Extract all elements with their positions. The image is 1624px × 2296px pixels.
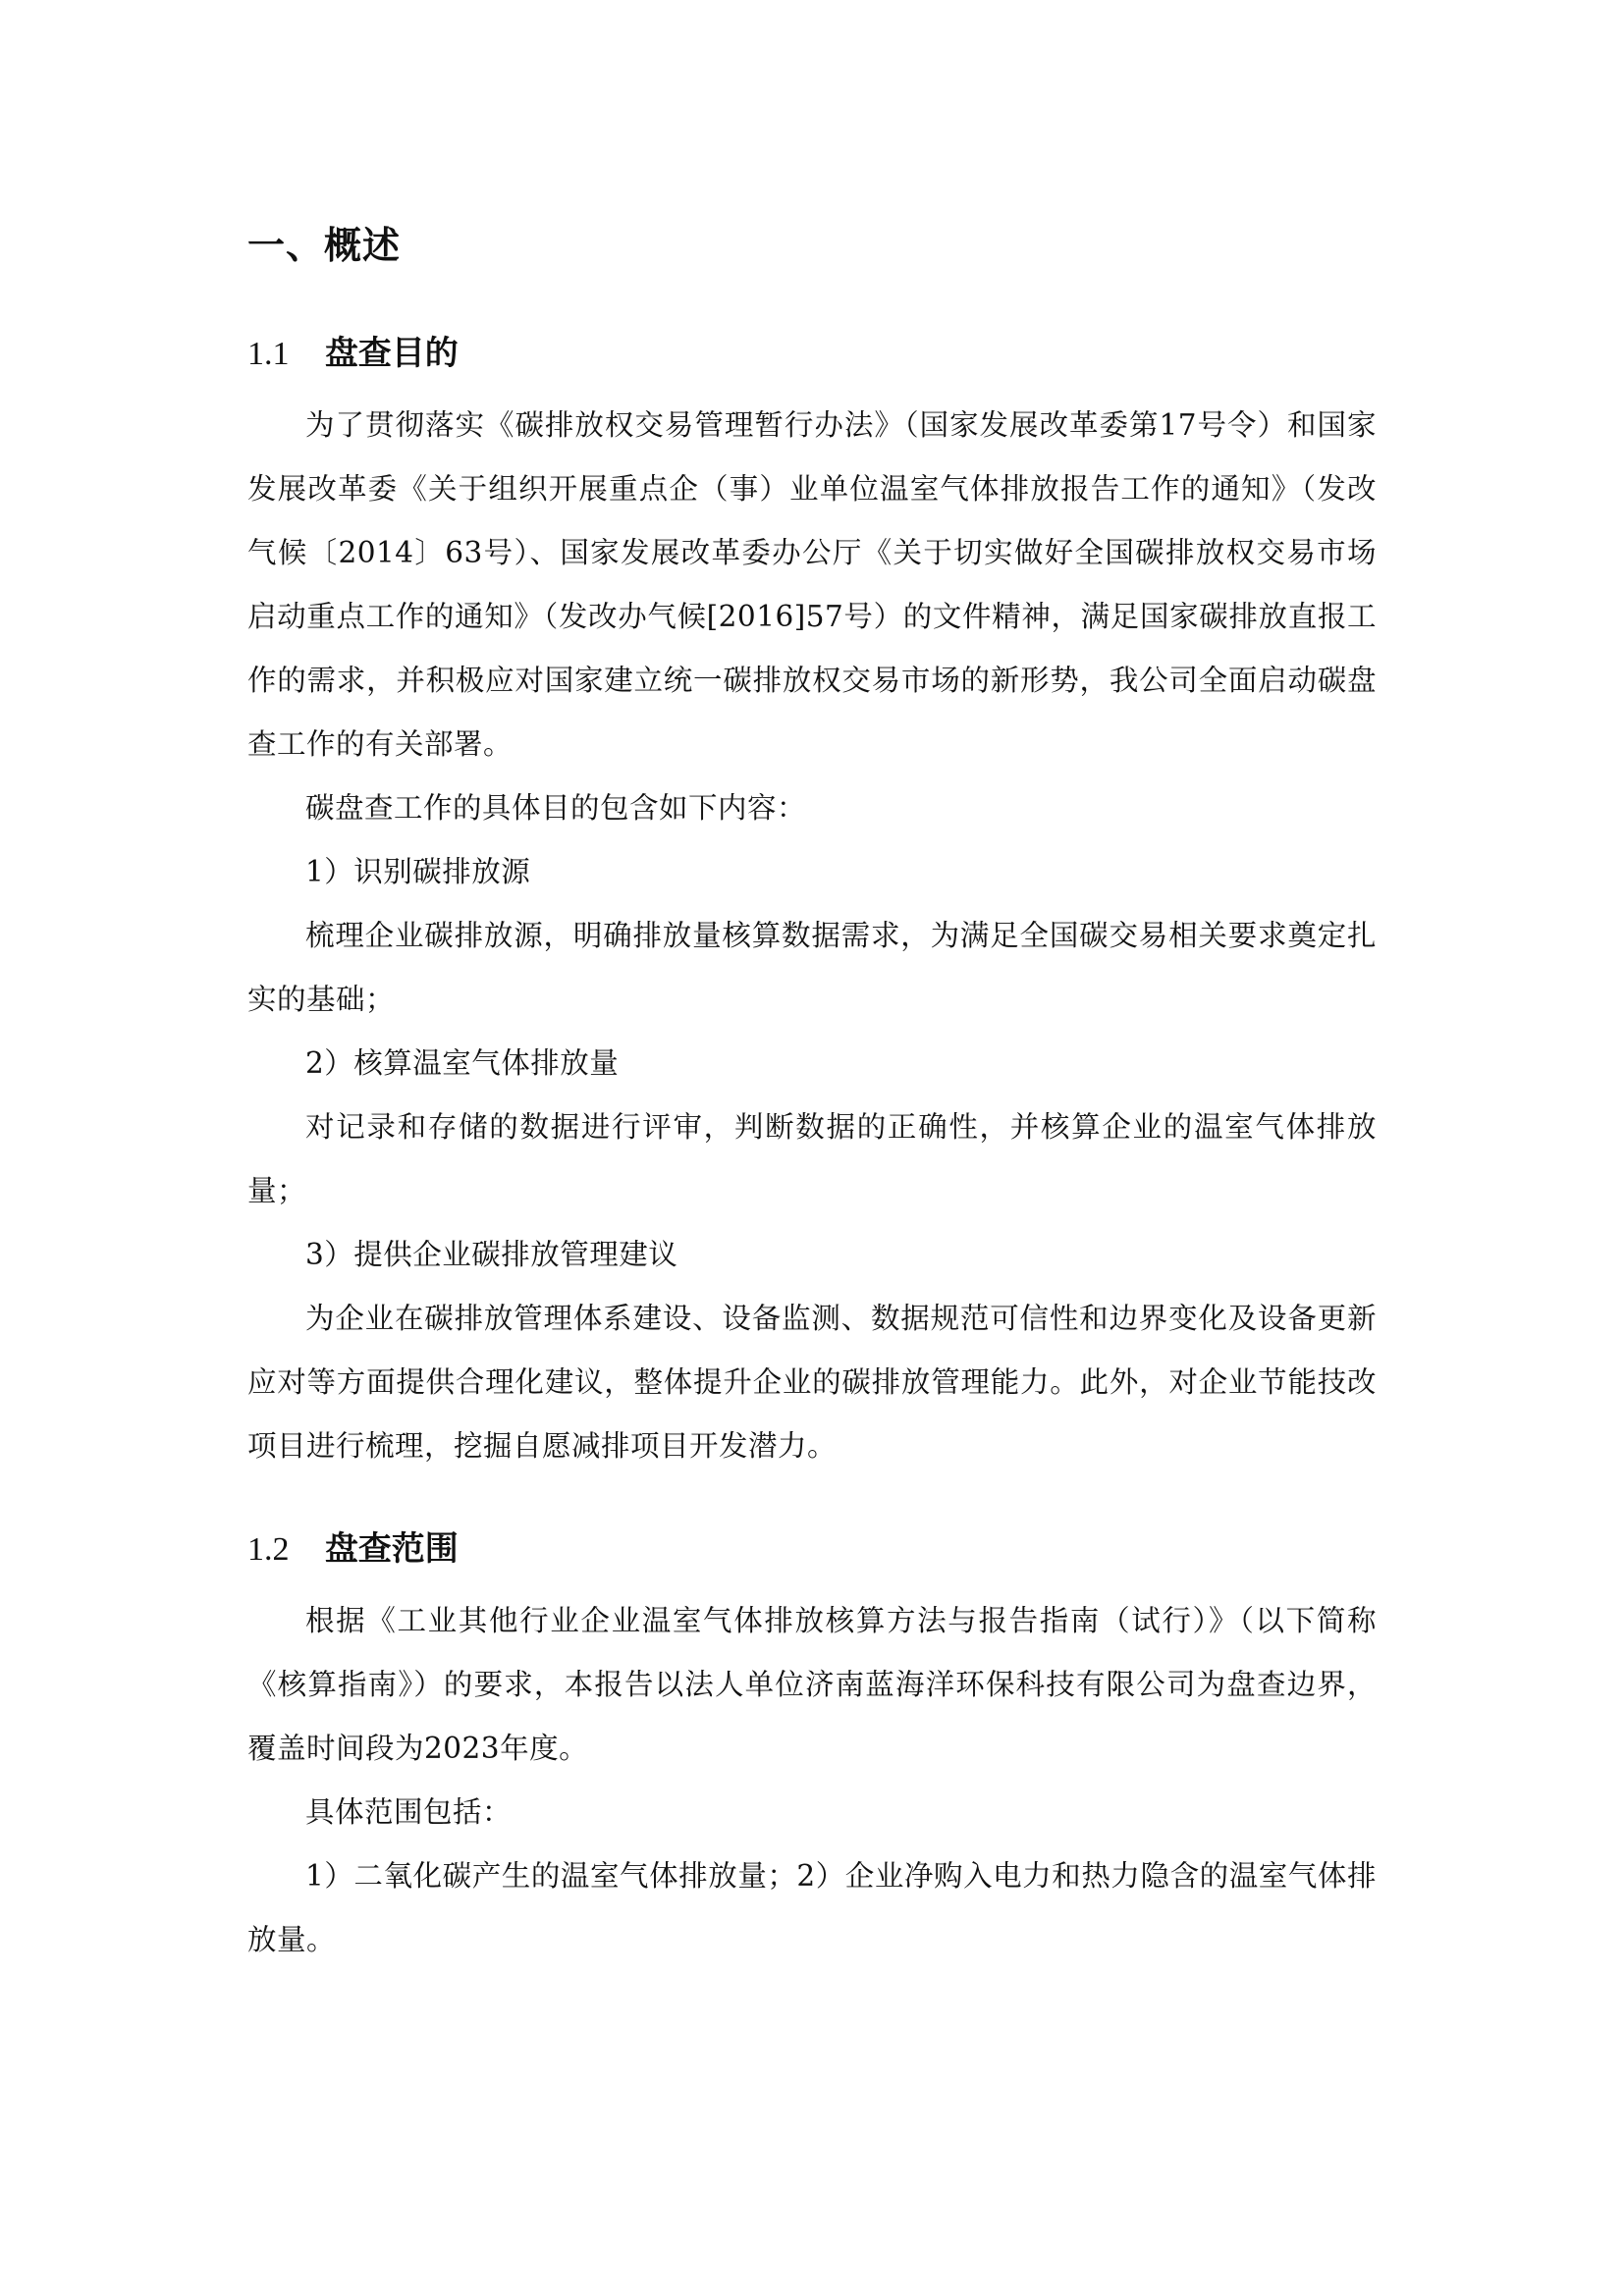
section-spacer [247, 1478, 1377, 1522]
paragraph: 梳理企业碳排放源，明确排放量核算数据需求，为满足全国碳交易相关要求奠定扎实的基础； [247, 919, 1377, 1016]
section-heading-1-1 [247, 326, 1377, 382]
section-number: 1.1 [247, 336, 290, 372]
paragraph: 1）二氧化碳产生的温室气体排放量；2）企业净购入电力和热力隐含的温室气体排放量。 [247, 1859, 1377, 1956]
paragraph: 为企业在碳排放管理体系建设、设备监测、数据规范可信性和边界变化及设备更新应对等方面提供合理化建议，整体提升企业的碳排放管理能力。此外，对企业节能技改项目进行梳理，挖掘自愿减排项目开发潜力。 [247, 1302, 1377, 1463]
section-title: 盘查目的 [324, 334, 459, 373]
paragraph: 碳盘查工作的具体目的包含如下内容： [305, 791, 807, 825]
list-item-heading: 3）提供企业碳排放管理建议 [305, 1238, 678, 1271]
paragraph: 根据《工业其他行业企业温室气体排放核算方法与报告指南（试行）》（以下简称《核算指南》）的要求，本报告以法人单位济南蓝海洋环保科技有限公司为盘查边界，覆盖时间段为2023年度。 [247, 1604, 1377, 1765]
paragraph: 对记录和存储的数据进行评审，判断数据的正确性，并核算企业的温室气体排放量； [247, 1110, 1377, 1207]
section-heading-1-2 [247, 1522, 1377, 1577]
paragraph: 具体范围包括： [305, 1795, 513, 1829]
list-item-heading: 1）识别碳排放源 [305, 855, 531, 888]
section-number: 1.2 [247, 1531, 290, 1568]
chapter-heading: 一、概述 [247, 224, 402, 267]
paragraph: 为了贯彻落实《碳排放权交易管理暂行办法》（国家发展改革委第17号令）和国家发展改革委《关于组织开展重点企（事）业单位温室气体排放报告工作的通知》（发改气候〔2014〕63号）、国家发展改革委办公厅《关于切实做好全国碳排放权交易市场启动重点工作的通知》（发改办气候[2016]57号）的文件精神，满足国家碳排放直报工作的需求，并积极应对国家建立统一碳排放权交易市场的新形势，我公司全面启动碳盘查工作的有关部署。 [247, 408, 1377, 761]
list-item-heading: 2）核算温室气体排放量 [305, 1046, 620, 1080]
page-content [247, 216, 1377, 1972]
section-title: 盘查范围 [324, 1529, 459, 1569]
